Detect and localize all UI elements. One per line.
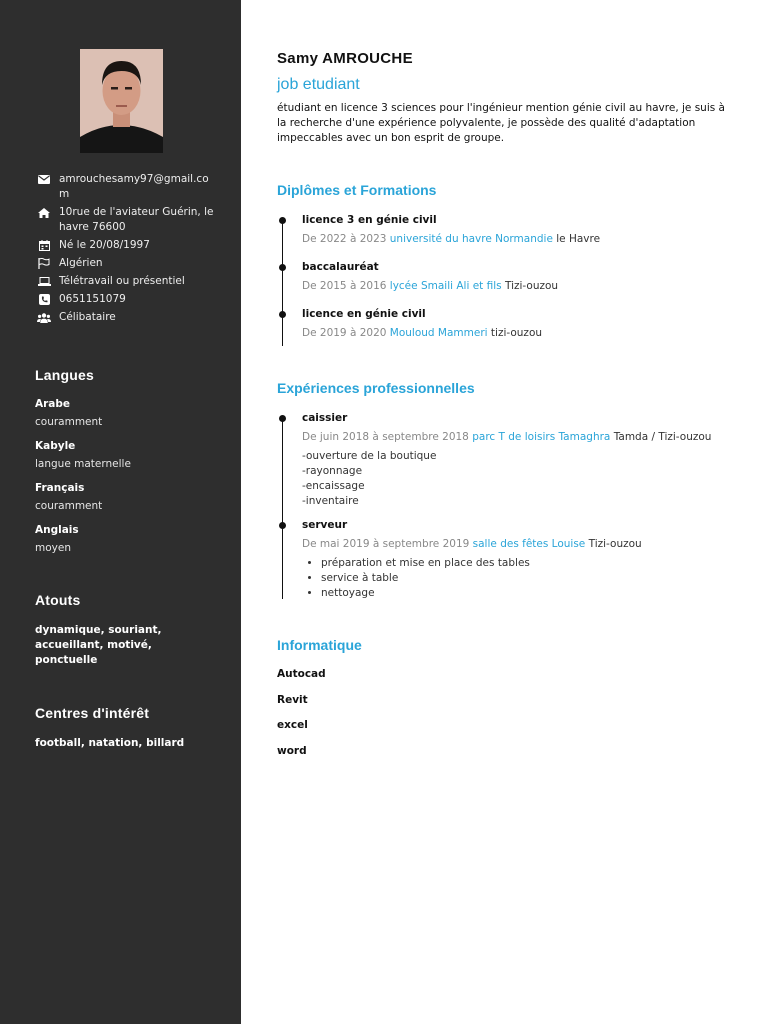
- nationality-text: Algérien: [59, 257, 103, 269]
- task-item: • service à table: [321, 571, 530, 586]
- sidebar: [0, 0, 241, 1024]
- language-item: [35, 397, 225, 429]
- laptop-icon: [37, 274, 51, 289]
- calendar-icon: [37, 238, 51, 253]
- language-name: Anglais: [35, 524, 79, 536]
- experience-city: Tamda / Tizi-ouzou: [613, 431, 712, 443]
- profile-summary: étudiant en licence 3 sciences pour l'ingénieur mention génie civil au havre, je suis à la recherche d'une expérience polyvalente, je possède des qualité d'adaptation impeccables avec un bon esprit de groupe.: [277, 102, 725, 144]
- profile-photo: [80, 49, 163, 153]
- it-skill: Autocad: [277, 668, 326, 680]
- education-date: De 2019 à 2020: [302, 327, 387, 339]
- education-date: De 2015 à 2016: [302, 280, 387, 292]
- it-heading: Informatique: [277, 637, 362, 653]
- language-item: [35, 523, 225, 555]
- home-icon: [37, 205, 51, 220]
- language-name: Kabyle: [35, 440, 76, 452]
- education-school: Mouloud Mammeri: [389, 327, 488, 339]
- marital-status-text: Célibataire: [59, 311, 116, 323]
- timeline-dot: [279, 415, 286, 422]
- education-title: baccalauréat: [302, 261, 379, 273]
- task-line: -inventaire: [302, 495, 359, 507]
- contact-nationality: [37, 256, 217, 271]
- timeline-dot: [279, 311, 286, 318]
- education-city: tizi-ouzou: [490, 327, 543, 339]
- interests-heading: Centres d'intérêt: [35, 705, 150, 721]
- job-title: job etudiant: [277, 76, 360, 93]
- timeline-dot: [279, 522, 286, 529]
- contact-marital-status: [37, 310, 217, 325]
- timeline-dot: [279, 264, 286, 271]
- language-item: [35, 481, 225, 513]
- task-item: • préparation et mise en place des tables: [321, 556, 530, 571]
- experience-heading: Expériences professionnelles: [277, 380, 475, 396]
- timeline-line: [282, 218, 283, 346]
- education-school: université du havre Normandie: [389, 233, 553, 245]
- language-level: couramment: [35, 500, 103, 512]
- education-heading: Diplômes et Formations: [277, 182, 437, 198]
- experience-meta: [302, 538, 642, 550]
- education-meta: [302, 233, 600, 245]
- education-meta: [302, 327, 542, 339]
- experience-description: [302, 449, 436, 509]
- phone-icon: [37, 292, 51, 307]
- interests-text: football, natation, billard: [35, 737, 185, 749]
- language-level: couramment: [35, 416, 103, 428]
- task-item: • nettoyage: [321, 586, 530, 601]
- experience-meta: [302, 431, 711, 443]
- experience-city: Tizi-ouzou: [588, 538, 642, 550]
- phone-text: 0651151079: [59, 293, 126, 305]
- email-text: amrouchesamy97@gmail.com: [59, 173, 209, 200]
- flag-icon: [37, 256, 51, 271]
- education-city: le Havre: [556, 233, 601, 245]
- languages-heading: Langues: [35, 367, 94, 383]
- envelope-icon: [37, 172, 51, 187]
- experience-date: De juin 2018 à septembre 2018: [302, 431, 469, 443]
- education-title: licence 3 en génie civil: [302, 214, 437, 226]
- task-line: -ouverture de la boutique: [302, 450, 437, 462]
- experience-title: caissier: [302, 412, 348, 424]
- education-city: Tizi-ouzou: [504, 280, 559, 292]
- experience-employer: salle des fêtes Louise: [472, 538, 586, 550]
- task-list: [302, 556, 530, 601]
- language-item: [35, 439, 225, 471]
- experience-date: De mai 2019 à septembre 2019: [302, 538, 470, 550]
- task-line: -encaissage: [302, 480, 365, 492]
- education-date: De 2022 à 2023: [302, 233, 387, 245]
- experience-employer: parc T de loisirs Tamaghra: [472, 431, 611, 443]
- it-skill: Revit: [277, 694, 308, 706]
- strengths-heading: Atouts: [35, 592, 81, 608]
- task-line: -rayonnage: [302, 465, 363, 477]
- language-level: langue maternelle: [35, 458, 131, 470]
- language-name: Français: [35, 482, 85, 494]
- it-skill: word: [277, 745, 307, 757]
- it-skill: excel: [277, 719, 308, 731]
- address-text: 10rue de l'aviateur Guérin, le havre 76600: [59, 206, 214, 233]
- birthdate-text: Né le 20/08/1997: [59, 239, 150, 251]
- work-mode-text: Télétravail ou présentiel: [59, 275, 185, 287]
- contact-email[interactable]: [37, 172, 217, 202]
- users-icon: [37, 310, 51, 325]
- timeline-line: [282, 416, 283, 599]
- timeline-dot: [279, 217, 286, 224]
- language-name: Arabe: [35, 398, 71, 410]
- contact-list: [37, 172, 217, 328]
- experience-title: serveur: [302, 519, 348, 531]
- contact-birthdate: [37, 238, 217, 253]
- strengths-text: dynamique, souriant, accueillant, motivé, ponctuelle: [35, 624, 162, 666]
- contact-work-mode: [37, 274, 217, 289]
- contact-phone[interactable]: [37, 292, 217, 307]
- experience-description: [302, 556, 530, 601]
- education-title: licence en génie civil: [302, 308, 426, 320]
- education-school: lycée Smaili Ali et fils: [389, 280, 502, 292]
- candidate-name: Samy AMROUCHE: [277, 50, 413, 67]
- contact-address: [37, 205, 217, 235]
- language-level: moyen: [35, 542, 71, 554]
- education-meta: [302, 280, 558, 292]
